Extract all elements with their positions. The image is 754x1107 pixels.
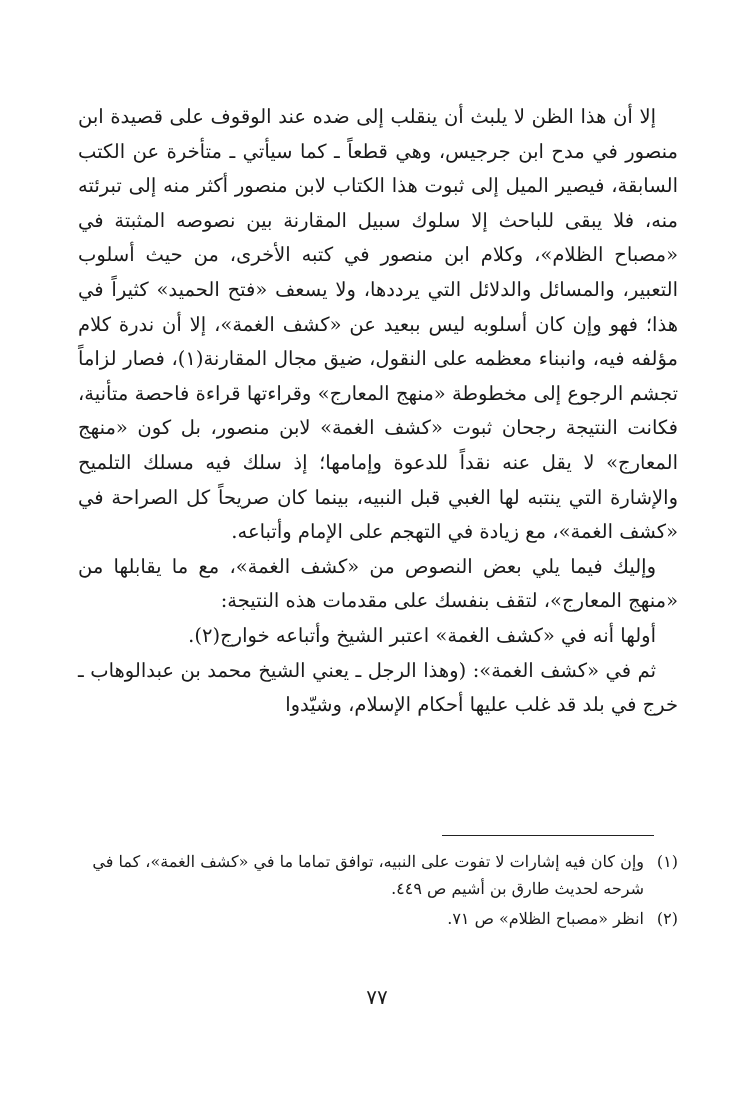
body-text [78, 100, 678, 723]
paragraph-3: أولها أنه في «كشف الغمة» اعتبر الشيخ وأتباعه خوارج(٢). [188, 623, 656, 647]
footnote-1 [78, 848, 678, 902]
footnote-text: انظر «مصباح الظلام» ص ٧١. [447, 909, 644, 928]
footnote-2 [78, 905, 678, 932]
paragraph-2: وإليك فيما يلي بعض النصوص من «كشف الغمة»، مع ما يقابلها من «منهج المعارج»، لتقف بنفسك على مقدمات هذه النتيجة: [78, 554, 678, 613]
paragraph-4: ثم في «كشف الغمة»: (وهذا الرجل ـ يعني الشيخ محمد بن عبدالوهاب ـ خرج في بلد قد غلب عليها أحكام الإسلام، وشيّدوا [78, 658, 678, 717]
page-number: ٧٧ [366, 985, 388, 1009]
footnotes [78, 848, 678, 935]
footnote-text: وإن كان فيه إشارات لا تفوت على النبيه، توافق تماما ما في «كشف الغمة»، كما في شرحه لحديث طارق بن أشيم ص ٤٤٩. [92, 852, 644, 898]
footnote-marker: (١) [656, 852, 678, 871]
footnote-separator [442, 835, 654, 836]
footnote-marker: (٢) [656, 909, 678, 928]
paragraph-1: إلا أن هذا الظن لا يلبث أن ينقلب إلى ضده عند الوقوف على قصيدة ابن منصور في مدح ابن جرجيس، وهي قطعاً ـ كما سيأتي ـ متأخرة عن الكتب السابقة، فيصير الميل إلى ثبوت هذا الكتاب لابن منصور أكثر منه إلى تبرئته منه، فلا يبقى للباحث إلا سلوك سبيل المقارنة بين نصوصه المثبتة في «مصباح الظلام»، وكلام ابن منصور في كتبه الأخرى، من حيث أسلوب التعبير، والمسائل والدلائل التي يرددها، ولا يسعف «فتح الحميد» كثيراً في هذا؛ فهو وإن كان أسلوبه ليس ببعيد عن «كشف الغمة»، إلا أن ندرة كلام مؤلفه فيه، وانبناء معظمه على النقول، ضيق مجال المقارنة(١)، فصار لزاماً تجشم الرجوع إلى مخطوطة «منهج المعارج» وقراءتها قراءة فاحصة متأنية، فكانت النتيجة رجحان ثبوت «كشف الغمة» لابن منصور، بل كون «منهج المعارج» لا يقل عنه نقداً للدعوة وإمامها؛ إذ سلك فيه مسلك التلميح والإشارة التي ينتبه لها الغبي قبل النبيه، بينما كان صريحاً كل الصراحة في «كشف الغمة»، مع زيادة في التهجم على الإمام وأتباعه. [78, 105, 678, 544]
